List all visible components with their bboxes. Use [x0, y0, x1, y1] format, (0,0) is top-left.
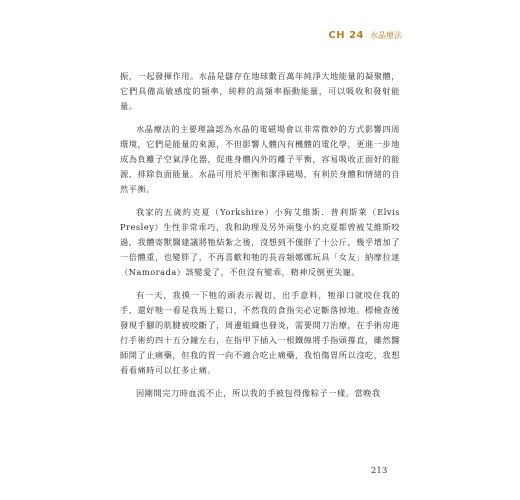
- chapter-header: [328, 30, 402, 41]
- paragraph: 因剛開完刀時血流不止，所以我的手被包得像粽子一樣。當晚我: [136, 388, 381, 398]
- body-text: [120, 69, 400, 409]
- page-number: 213: [371, 466, 388, 476]
- paragraph: 我家的五歲約克夏（Yorkshire）小狗艾維斯．普利斯萊（Elvis Presley）生性非常乖巧，我和助理及另外兩隻小約克夏都曾被艾維斯咬過，我體寄獸醫建議將牠結紮之後，沒想到不僅胖了十公斤，幾乎增加了一倍體重，也變胖了，不再喜歡和牠的長音頻娜娜玩具「女友」納摩拉達（Namorada）該變愛了，不但沒有變乖，精神反倒更失寵。: [120, 207, 400, 277]
- chapter-title: 水晶療法: [370, 31, 402, 40]
- paragraph: 振，一起發揮作用。水晶是儲存在地球數百萬年純淨大地能量的凝聚體，它們具備高敏感度的頻率，純粹的高頻率振動能量，可以吸收和發射能量。: [120, 71, 400, 111]
- paragraph: 有一天，我摸一下牠的頭表示親切，出手意料，牠卻口就咬住我的手，還好牠一看是我馬上鬆口，不然我的食指尖必定斷落掉地。標檢查後發現手腳的肌腱被咬斷了，周邊組織也發炎，需要開刀治療，在手術房進行手術約四十五分鐘左右，在指甲下插入一根鐵線將手指頭撐直，雖然醫師開了止痛藥，但我的胃一向不適合吃止痛藥，我怕傷胃所以沒吃，我想看看痛時可以扛多止痛。: [120, 290, 400, 375]
- chapter-number: CH 24: [328, 30, 364, 41]
- paragraph: 水晶療法的主要理論認為水晶的電磁場會以非常微妙的方式影響四周環境，它們是能量的來源，不但影響人體內有機體的電化學，更進一步地成為負離子空氣淨化器，促進身體內外的離子平衡，容易吸收正面好的能源，排除負面能量。水晶可用於平衡和潔淨磁場，有利於身體和情緒的自然平衡。: [120, 124, 400, 194]
